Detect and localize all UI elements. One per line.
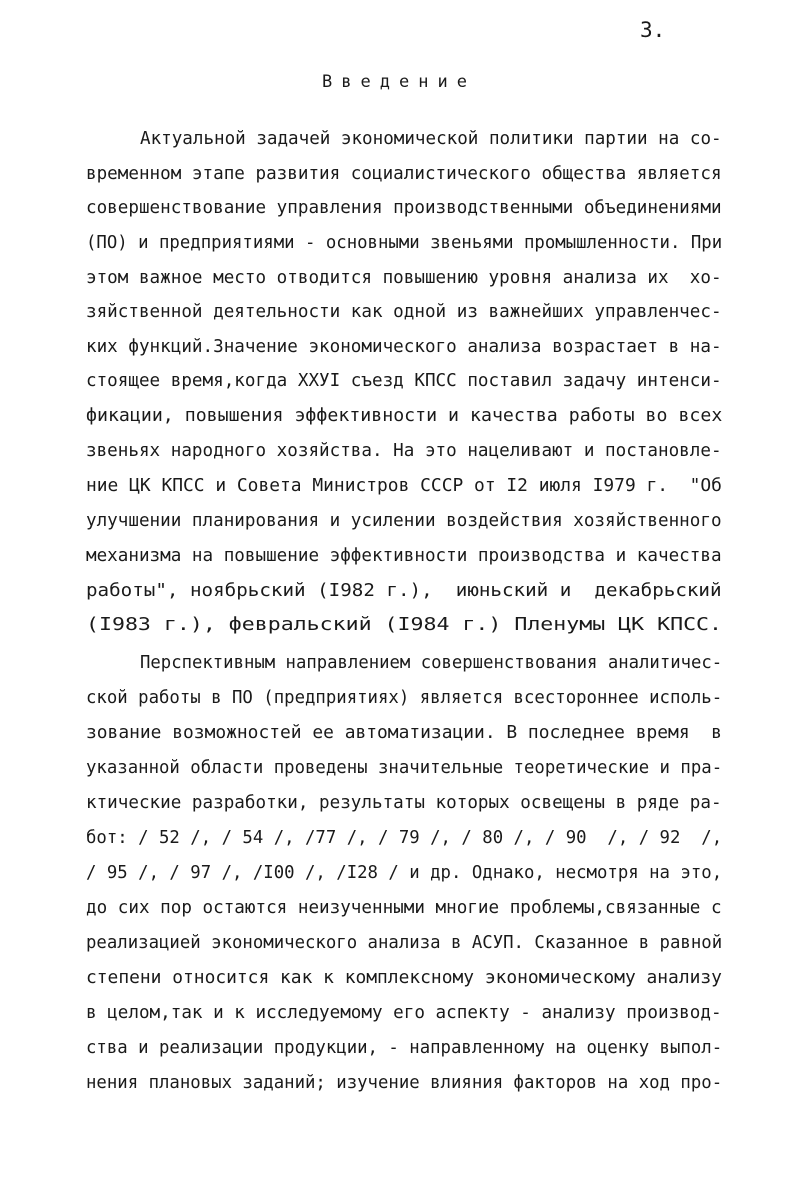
text-line: совершенствование управления производственными объединениями (86, 198, 722, 218)
text-line: ктические разработки, результаты которых освещены в ряде ра- (86, 793, 722, 813)
text-line: до сих пор остаются неизученными многие проблемы,связанные с (86, 898, 722, 918)
text-line: ких функций.Значение экономического анализа возрастает в на- (86, 337, 722, 357)
text-line: зование возможностей ее автоматизации. В последнее время в (86, 723, 722, 743)
text-line: звеньях народного хозяйства. На это нацеливают и постановле- (86, 441, 722, 461)
text-line: (I983 г.), февральский (I984 г.) Пленумы ЦК КПСС. (86, 615, 723, 635)
section-heading: Введение (322, 72, 476, 92)
text-line: зяйственной деятельности как одной из важнейших управленчес- (86, 302, 722, 322)
text-line: степени относится как к комплексному экономическому анализу (86, 968, 722, 988)
text-line: (ПО) и предприятиями - основными звеньями промышленности. При (86, 233, 723, 253)
text-line: нения плановых заданий; изучение влияния факторов на ход про- (86, 1073, 723, 1093)
text-line: временном этапе развития социалистического общества является (86, 164, 722, 184)
text-line: Актуальной задачей экономической политики партии на со- (140, 129, 722, 149)
text-line: / 95 /, / 97 /, /I00 /, /I28 / и др. Однако, несмотря на это, (86, 863, 723, 883)
text-line: указанной области проведены значительные теоретические и пра- (86, 758, 723, 778)
text-line: в целом,так и к исследуемому его аспекту - анализу производ- (86, 1003, 722, 1023)
text-line: стоящее время,когда XXУI съезд КПСС поставил задачу интенси- (86, 371, 722, 391)
text-line: фикации, повышения эффективности и качества работы во всех (86, 406, 723, 426)
page-number: 3. (640, 18, 666, 42)
text-line: механизма на повышение эффективности производства и качества (86, 546, 722, 566)
text-line: ства и реализации продукции, - направленному на оценку выпол- (86, 1038, 723, 1058)
text-line: этом важное место отводится повышению уровня анализа их хо- (86, 268, 722, 288)
text-line: работы", ноябрьский (I982 г.), июньский и декабрьский (86, 581, 722, 601)
text-line: улучшении планирования и усилении воздействия хозяйственного (86, 511, 722, 531)
text-line: реализацией экономического анализа в АСУП. Сказанное в равной (86, 933, 723, 953)
text-line: ние ЦК КПСС и Совета Министров СССР от I2 июля I979 г. "Об (86, 476, 722, 496)
text-line: Перспективным направлением совершенствования аналитичес- (140, 653, 723, 673)
text-line: бот: / 52 /, / 54 /, /77 /, / 79 /, / 80 /, / 90 /, / 92 /, (86, 828, 723, 848)
text-line: ской работы в ПО (предприятиях) является всестороннее исполь- (86, 688, 723, 708)
